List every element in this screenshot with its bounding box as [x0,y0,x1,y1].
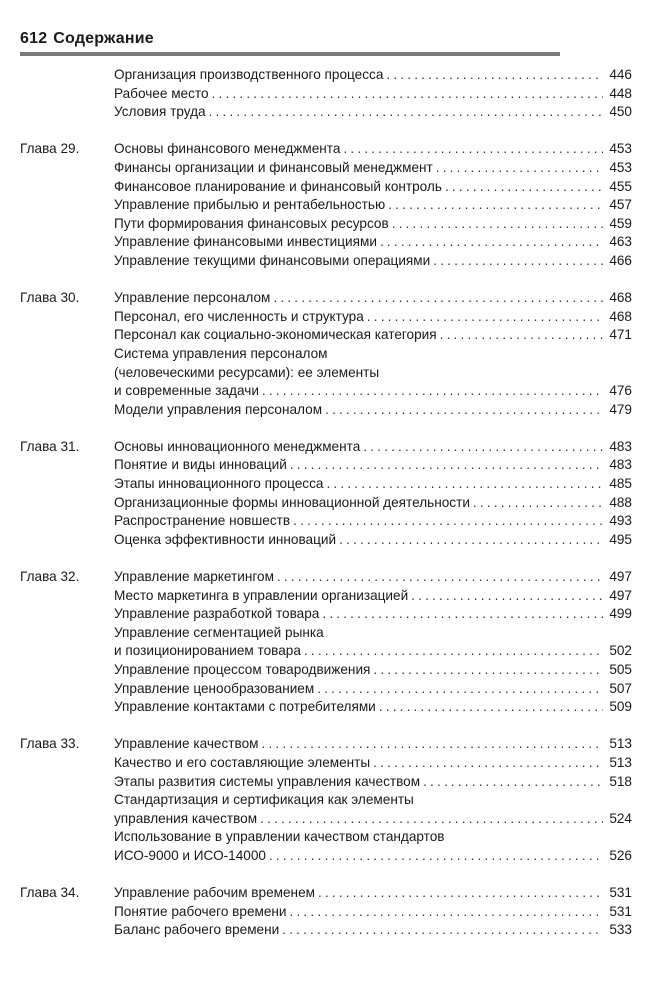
toc-chapter [20,289,632,419]
toc-page-number: 526 [609,847,632,863]
toc-page-number: 483 [609,438,632,454]
dot-leader [379,698,603,717]
toc-entry-line: Использование в управлении качеством стандартов [114,829,445,845]
toc-page-number: 497 [609,587,632,603]
toc-entry [114,215,632,234]
toc-page-number: 479 [609,401,632,417]
toc-entry-title: Место маркетинга в управлении организацией [114,587,409,603]
toc-entry-title: Финансы организации и финансовый менеджмент [114,159,433,175]
toc-entry-title: Этапы инновационного процесса [114,476,324,492]
dot-leader [392,215,603,234]
dot-leader [304,642,603,661]
toc-entry-title: Рабочее место [114,85,209,101]
toc-entry-title: Оценка эффективности инноваций [114,531,337,547]
toc-entry [114,438,632,457]
toc-entry [114,903,632,922]
toc-entry-title: Управление рабочим временем [114,885,315,901]
toc-page-number: 455 [609,178,632,194]
dot-leader [290,456,603,475]
dot-leader [386,66,603,85]
toc-entry-title: Понятие рабочего времени [114,903,287,919]
toc-page-number: 493 [609,513,632,529]
dot-leader [367,308,603,327]
toc-page-number: 453 [609,141,632,157]
toc-page-number: 518 [609,773,632,789]
toc-page-number: 468 [609,308,632,324]
toc-entry [114,159,632,178]
toc-entry-title: Основы инновационного менеджмента [114,438,361,454]
chapter-entries [114,568,632,717]
toc-entry [114,754,632,773]
chapter-label: Глава 32. [20,569,80,585]
toc-entry [114,735,632,754]
dot-leader [411,587,603,606]
toc-entry-title: Управление ценообразованием [114,680,315,696]
toc-page-number: 446 [609,67,632,82]
dot-leader [262,382,603,401]
toc-entry-title: Управление текущими финансовыми операциями [114,252,431,268]
toc-page-number: 448 [609,85,632,101]
dot-leader [290,903,603,922]
dot-leader [277,568,603,587]
chapter-entries [114,66,632,122]
toc-entry-title: Управление персоналом [114,290,271,306]
toc-entry [114,66,632,85]
toc-entry [114,103,632,122]
toc-chapter [20,140,632,270]
toc-entry [114,884,632,903]
toc-entry [114,531,632,550]
toc-page-number: 450 [609,104,632,120]
toc-chapter [20,568,632,717]
toc-entry [114,773,632,792]
dot-leader [212,85,603,104]
dot-leader [262,735,604,754]
toc-entry [114,382,632,401]
dot-leader [209,103,603,122]
toc-entry [114,196,632,215]
toc-entry-title: и современные задачи [114,383,259,399]
chapter-entries [114,140,632,270]
toc-entry-title: Понятие и виды инноваций [114,457,287,473]
toc-page-number: 531 [609,903,632,919]
toc-page-number: 495 [609,531,632,547]
toc-entry [114,642,632,661]
dot-leader [473,494,603,513]
toc-entry-title: Управление процессом товародвижения [114,662,371,677]
chapter-label: Глава 30. [20,290,80,306]
toc-entry-title: Управление качеством [114,736,259,752]
dot-leader [433,252,603,271]
toc-entry [114,85,632,104]
toc-chapter [20,884,632,940]
toc-entry [114,326,632,345]
toc-entry [114,661,632,680]
dot-leader [269,847,603,866]
dot-leader [339,531,603,550]
toc-entry-title: Организация производственного процесса [114,67,384,82]
dot-leader [440,326,603,345]
toc-page-number: 485 [609,476,632,492]
dot-leader [380,233,603,252]
toc-entry [114,810,632,829]
running-header [20,30,160,48]
toc-entry-title: Управление разработкой товара [114,606,320,622]
toc-entry [114,475,632,494]
chapter-entries [114,438,632,550]
toc-entry [114,456,632,475]
toc-page-number: 468 [609,290,632,306]
toc-entry-title: Организационные формы инновационной деятельности [114,494,470,510]
toc-entry [114,233,632,252]
toc-entry-title: Персонал как социально-экономическая категория [114,327,437,343]
dot-leader [317,680,603,699]
toc-entry-title: и позиционированием товара [114,643,301,659]
toc-entry-title: Распространение новшеств [114,513,291,529]
dot-leader [282,921,603,940]
dot-leader [363,438,603,457]
toc-entry-line: Управление сегментацией рынка [114,624,324,640]
toc-entry [114,512,632,531]
dot-leader [423,773,603,792]
dot-leader [322,605,603,624]
toc-entry-title: Управление прибылью и рентабельностью [114,197,386,213]
chapter-label: Глава 33. [20,736,80,752]
toc-page-number: 457 [609,197,632,213]
toc-entry-title: ИСО-9000 и ИСО-14000 [114,847,266,863]
chapter-label: Глава 31. [20,438,80,454]
toc-page-number: 497 [609,569,632,585]
toc-entry [114,401,632,420]
toc-entry [114,680,632,699]
dot-leader [260,810,603,829]
dot-leader [293,512,603,531]
dot-leader [373,661,603,680]
toc-entry-line: (человеческими ресурсами): ее элементы [114,364,380,380]
dot-leader [325,401,603,420]
toc-entry-title: Баланс рабочего времени [114,922,280,938]
toc-entry [114,494,632,513]
toc-page-number: 483 [609,457,632,473]
toc-entry-title: Управление маркетингом [114,569,274,585]
toc-page-number: 463 [609,234,632,250]
toc-entry-title: Пути формирования финансовых ресурсов [114,215,389,231]
toc-page-number: 531 [609,885,632,901]
dot-leader [326,475,603,494]
toc-page-number: 505 [609,662,632,677]
chapter-label: Глава 34. [20,885,80,901]
toc-page-number: 476 [609,383,632,399]
chapter-entries [114,735,632,865]
toc-entry [114,289,632,308]
toc-entry-title: Финансовое планирование и финансовый контроль [114,178,442,194]
dot-leader [373,754,603,773]
section-title: Содержание [53,30,154,47]
chapter-entries [114,289,632,419]
toc-entry-title: Управление контактами с потребителями [114,699,376,715]
chapter-entries [114,884,632,940]
toc-entry [114,252,632,271]
header-rule [20,52,560,56]
toc-page-number: 533 [609,922,632,938]
toc-chapter [20,735,632,865]
toc-entry [114,308,632,327]
toc-page-number: 507 [609,680,632,696]
toc-page-number: 466 [609,252,632,268]
toc-entry-title: Модели управления персоналом [114,401,323,417]
toc-page-number: 499 [609,606,632,622]
toc-entry-line: Стандартизация и сертификация как элементы [114,792,414,808]
toc-entry-title: Основы финансового менеджмента [114,141,341,157]
toc-entry-title: Персонал, его численность и структура [114,308,364,324]
toc-entry-title: Управление финансовыми инвестициями [114,234,377,250]
toc-page-number: 513 [609,736,632,752]
page-number: 612 [20,30,48,47]
table-of-contents [20,66,632,959]
dot-leader [436,159,603,178]
dot-leader [388,196,603,215]
toc-page-number: 524 [609,810,632,826]
toc-entry [114,568,632,587]
toc-entry-title: Условия труда [114,104,206,120]
toc-entry [114,847,632,866]
chapter-label: Глава 29. [20,141,80,157]
toc-entry [114,921,632,940]
toc-entry-line: Система управления персоналом [114,345,328,361]
toc-entry-title: управления качеством [114,810,258,826]
toc-chapter [20,438,632,550]
toc-page-number: 453 [609,159,632,175]
toc-page-number: 471 [609,327,632,343]
toc-entry [114,605,632,624]
dot-leader [343,140,603,159]
dot-leader [273,289,603,308]
toc-chapter [20,66,632,122]
dot-leader [445,178,603,197]
toc-page-number: 513 [609,754,632,770]
toc-page-number: 488 [609,494,632,510]
toc-entry-title: Этапы развития системы управления качеством [114,773,421,789]
toc-entry [114,178,632,197]
toc-entry [114,698,632,717]
toc-entry [114,587,632,606]
toc-page-number: 459 [609,215,632,231]
toc-page-number: 509 [609,699,632,715]
toc-page-number: 502 [609,643,632,659]
dot-leader [318,884,603,903]
toc-entry [114,140,632,159]
toc-entry-title: Качество и его составляющие элементы [114,754,371,770]
